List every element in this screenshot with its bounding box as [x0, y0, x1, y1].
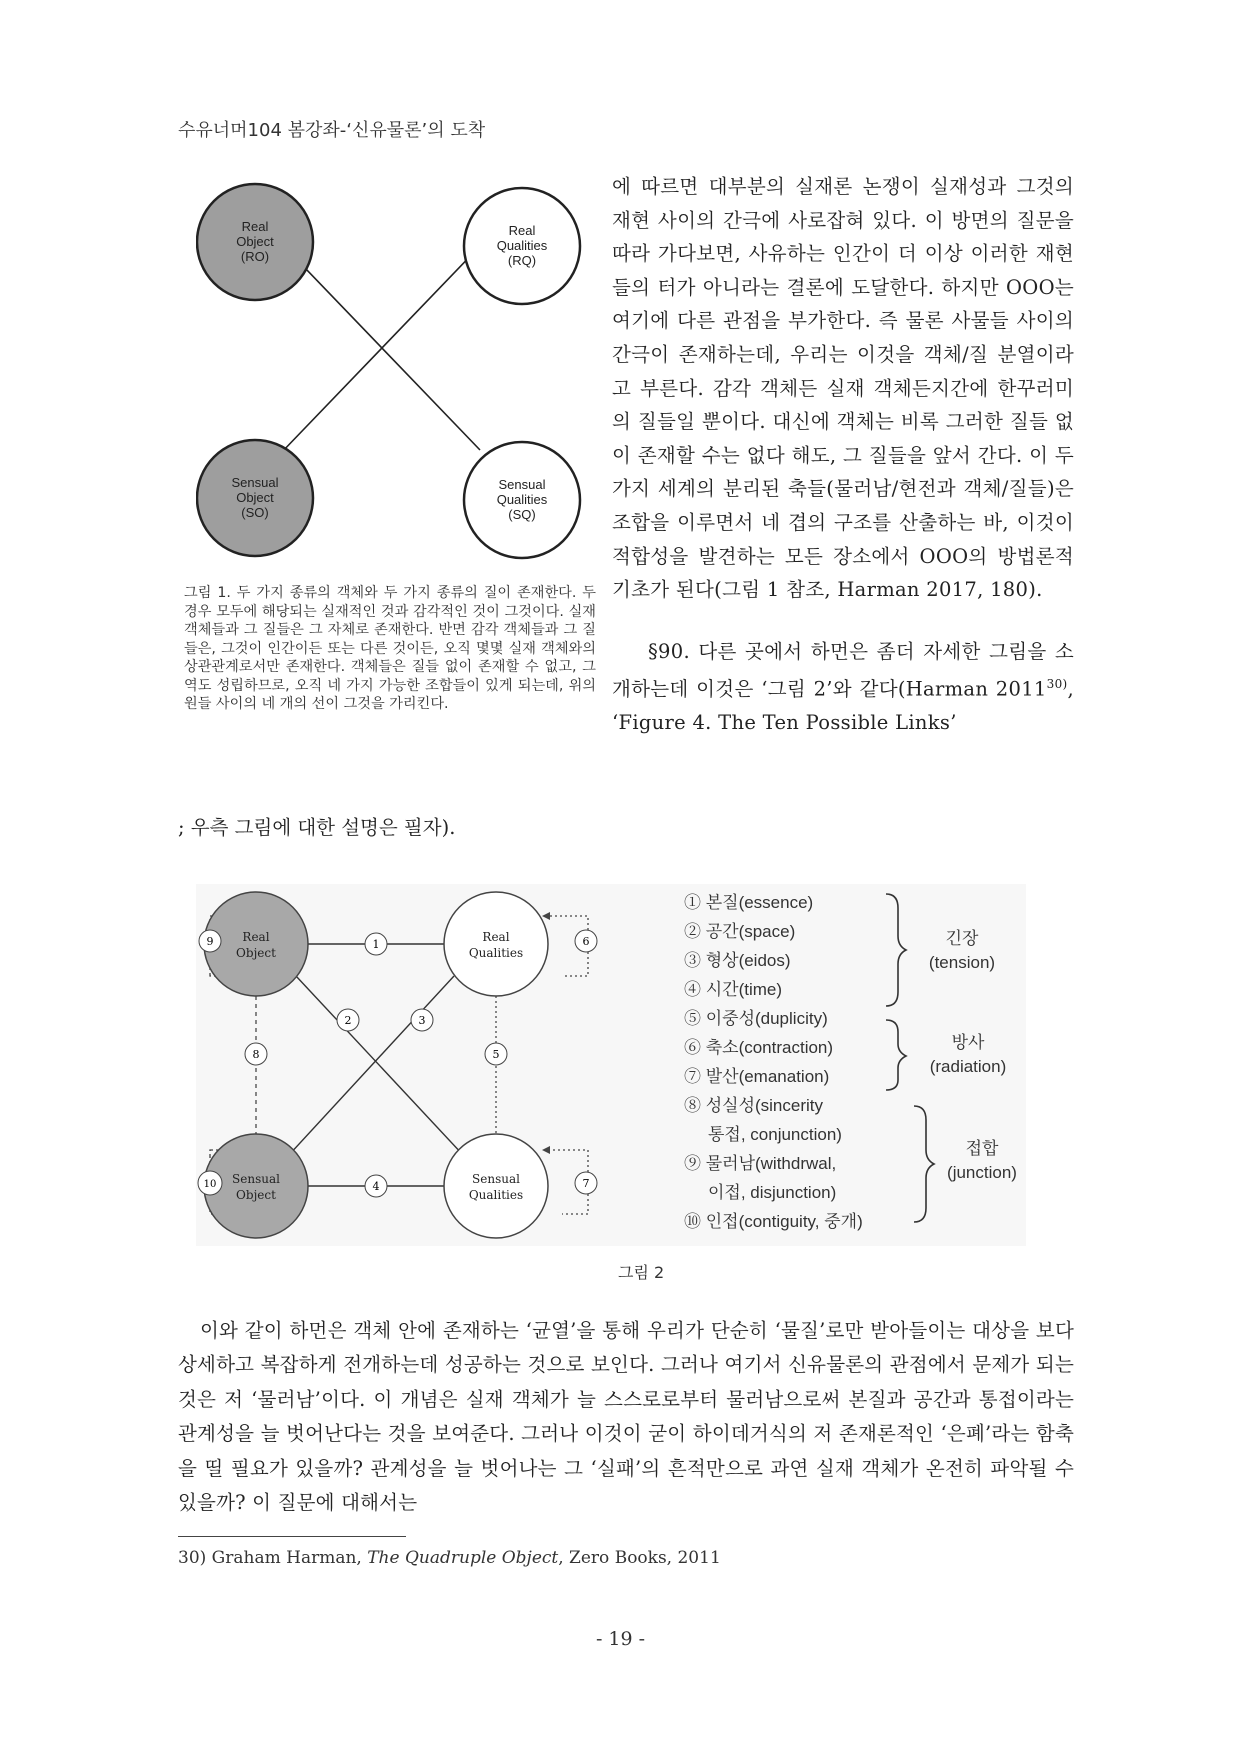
legend-item: ⑥ 축소(contraction): [684, 1038, 834, 1057]
link-badge-10: [198, 1171, 222, 1195]
node-label-line: Real: [241, 219, 269, 234]
node-label-line: Real: [482, 930, 510, 944]
node-label-line: Real: [508, 223, 536, 238]
paragraph: 에 따르면 대부분의 실재론 논쟁이 실재성과 그것의 재현 사이의 간극에 사로잡혀 있다. 이 방면의 질문을 따라 가다보면, 사유하는 인간이 더 이상 이러한 재현들의 터가 아니라는 결론에 도달한다. 하지만 OOO는 여기에 다른 관점을 부가한다. 즉 물론 사물들 사이의 간극이 존재하는데, 우리는 이것을 객체/질 분열이라고 부른다. 감각 객체든 실재 객체든지간에 한꾸러미의 질들일 뿐이다. 대신에 객체는 비록 그러한 질들 없이 존재할 수는 없다 해도, 그 질들을 앞서 간다. 이 두 가지 세계의 분리된 축들(물러남/현전과 객체/질들)은 조합을 이루면서 네 겹의 구조를 산출하는 바, 이것이 적합성을 발견하는 모든 장소에서 OOO의 방법론적 기초가 된다(그림 1 참조, Harman 2017, 180).: [612, 175, 1074, 602]
legend-item: ⑩ 인접(contiguity, 중개): [684, 1212, 863, 1231]
right-column-text: [612, 170, 1074, 740]
group-radiation-label: (radiation): [929, 1057, 1007, 1076]
group-junction-label: 접합: [965, 1139, 999, 1158]
node-label-line: Object: [236, 946, 276, 960]
paragraph-90: [612, 635, 1074, 740]
legend-item: ① 본질(essence): [684, 893, 814, 912]
legend-item: ⑧ 성실성(sincerity: [684, 1096, 823, 1115]
node-label-line: (SQ): [508, 507, 536, 522]
node-sensual-object: [197, 440, 313, 556]
svg-text:4: 4: [372, 1180, 380, 1193]
paragraph-text-end: , ‘Figure 4. The Ten Possible Links’: [612, 677, 1074, 735]
legend-item: ④ 시간(time): [684, 980, 783, 999]
group-radiation-label: 방사: [951, 1033, 985, 1052]
group-junction-label: (junction): [947, 1163, 1017, 1182]
group-tension-label: (tension): [928, 953, 996, 972]
svg-text:3: 3: [418, 1014, 426, 1027]
legend-item: 통접, conjunction): [708, 1125, 842, 1144]
link-badge-3: [411, 1009, 433, 1031]
legend-item: ⑨ 물러남(withdrwal,: [684, 1154, 837, 1173]
paragraph-text: §90. 다른 곳에서 하먼은 좀더 자세한 그림을 소개하는데 이것은 ‘그림 2’와 같다(Harman 2011: [612, 639, 1074, 701]
footnote-book-title: The Quadruple Object: [367, 1548, 559, 1568]
svg-text:2: 2: [344, 1014, 352, 1027]
node-label-line: Qualities: [468, 1188, 524, 1202]
node-label-line: Object: [236, 1188, 276, 1202]
node-label-line: Sensual: [231, 475, 279, 490]
link-badge-1: [365, 933, 387, 955]
link-badge-8: [245, 1043, 267, 1065]
link-badge-6: [575, 930, 597, 952]
figure-1-caption-tail: ; 우측 그림에 대한 설명은 필자).: [178, 816, 456, 839]
node-label-line: (RO): [240, 249, 270, 264]
footnote-30: [178, 1548, 721, 1568]
running-header: 수유너머104 봄강좌-‘신유물론’의 도착: [178, 120, 486, 141]
footnote-ref[interactable]: 30): [1046, 677, 1068, 692]
node-real-qualities: [464, 188, 580, 304]
node-label-line: Object: [236, 234, 274, 249]
figure-2-diagram: [196, 884, 1026, 1246]
node-label-line: Sensual: [232, 1172, 280, 1186]
node-label-line: Real: [242, 930, 270, 944]
node-label-line: (SO): [241, 505, 269, 520]
node-label-line: Qualities: [496, 492, 548, 507]
svg-text:8: 8: [252, 1048, 260, 1061]
svg-text:1: 1: [372, 938, 380, 951]
link-badge-9: [199, 930, 221, 952]
figure-1-caption: 그림 1. 두 가지 종류의 객체와 두 가지 종류의 질이 존재한다. 두 경우 모두에 해당되는 실재적인 것과 감각적인 것이 그것이다. 실재 객체들과 그 질들은 그 자체로 존재한다. 반면 감각 객체들과 그 질들은, 그것이 인간이든 또는 다른 것이든, 오직 몇몇 실재 객체와의 상관관계로서만 존재한다. 객체들은 질들 없이 존재할 수 없고, 그 역도 성립하므로, 오직 네 가지 가능한 조합들이 있게 되는데, 위의 원들 사이의 네 개의 선이 그것을 가리킨다.: [184, 585, 596, 712]
node-real-object: [197, 184, 313, 300]
footnote-text: , Zero Books, 2011: [558, 1548, 721, 1568]
node-label-line: Sensual: [498, 477, 546, 492]
node-sensual-qualities: [464, 442, 580, 558]
svg-text:6: 6: [582, 935, 590, 948]
link-badge-7: [575, 1172, 597, 1194]
body-paragraph: 이와 같이 하먼은 객체 안에 존재하는 ‘균열’을 통해 우리가 단순히 ‘물질’로만 받아들이는 대상을 보다 상세하고 복잡하게 전개하는데 성공하는 것으로 보인다. 그러나 여기서 신유물론의 관점에서 문제가 되는 것은 저 ‘물러남’이다. 이 개념은 실재 객체가 늘 스스로로부터 물러남으로써 본질과 공간과 통접이라는 관계성을 늘 벗어난다는 것을 보여준다. 그러나 이것이 굳이 하이데거식의 저 존재론적인 ‘은폐’라는 함축을 띨 필요가 있을까? 관계성을 늘 벗어나는 그 ‘실패’의 흔적만으로 과연 실재 객체가 온전히 파악될 수 있을까? 이 질문에 대해서는: [178, 1319, 1074, 1515]
node-label-line: Qualities: [496, 238, 548, 253]
footnote-divider: [178, 1536, 406, 1537]
group-tension-label: 긴장: [945, 929, 979, 948]
node-label-line: Qualities: [468, 946, 524, 960]
f2-node-sensual-qualities: [444, 1134, 548, 1238]
node-label-line: Object: [236, 490, 274, 505]
figure-1-diagram: [196, 182, 592, 564]
legend-item: 이접, disjunction): [708, 1183, 837, 1202]
legend-item: ⑦ 발산(emanation): [684, 1067, 830, 1086]
legend-item: ② 공간(space): [684, 922, 796, 941]
legend-item: ⑤ 이중성(duplicity): [684, 1009, 828, 1028]
legend-item: ③ 형상(eidos): [684, 951, 791, 970]
f2-node-real-qualities: [444, 892, 548, 996]
node-label-line: (RQ): [507, 253, 537, 268]
svg-text:5: 5: [492, 1048, 500, 1061]
link-badge-2: [337, 1009, 359, 1031]
svg-text:7: 7: [582, 1177, 590, 1190]
link-badge-5: [485, 1043, 507, 1065]
figure-2-caption: 그림 2: [618, 1263, 665, 1282]
node-label-line: Sensual: [472, 1172, 520, 1186]
page-number: - 19 -: [595, 1628, 646, 1650]
footnote-text: 30) Graham Harman,: [178, 1548, 368, 1568]
link-badge-4: [365, 1175, 387, 1197]
svg-text:10: 10: [203, 1179, 217, 1190]
svg-text:9: 9: [206, 935, 214, 948]
